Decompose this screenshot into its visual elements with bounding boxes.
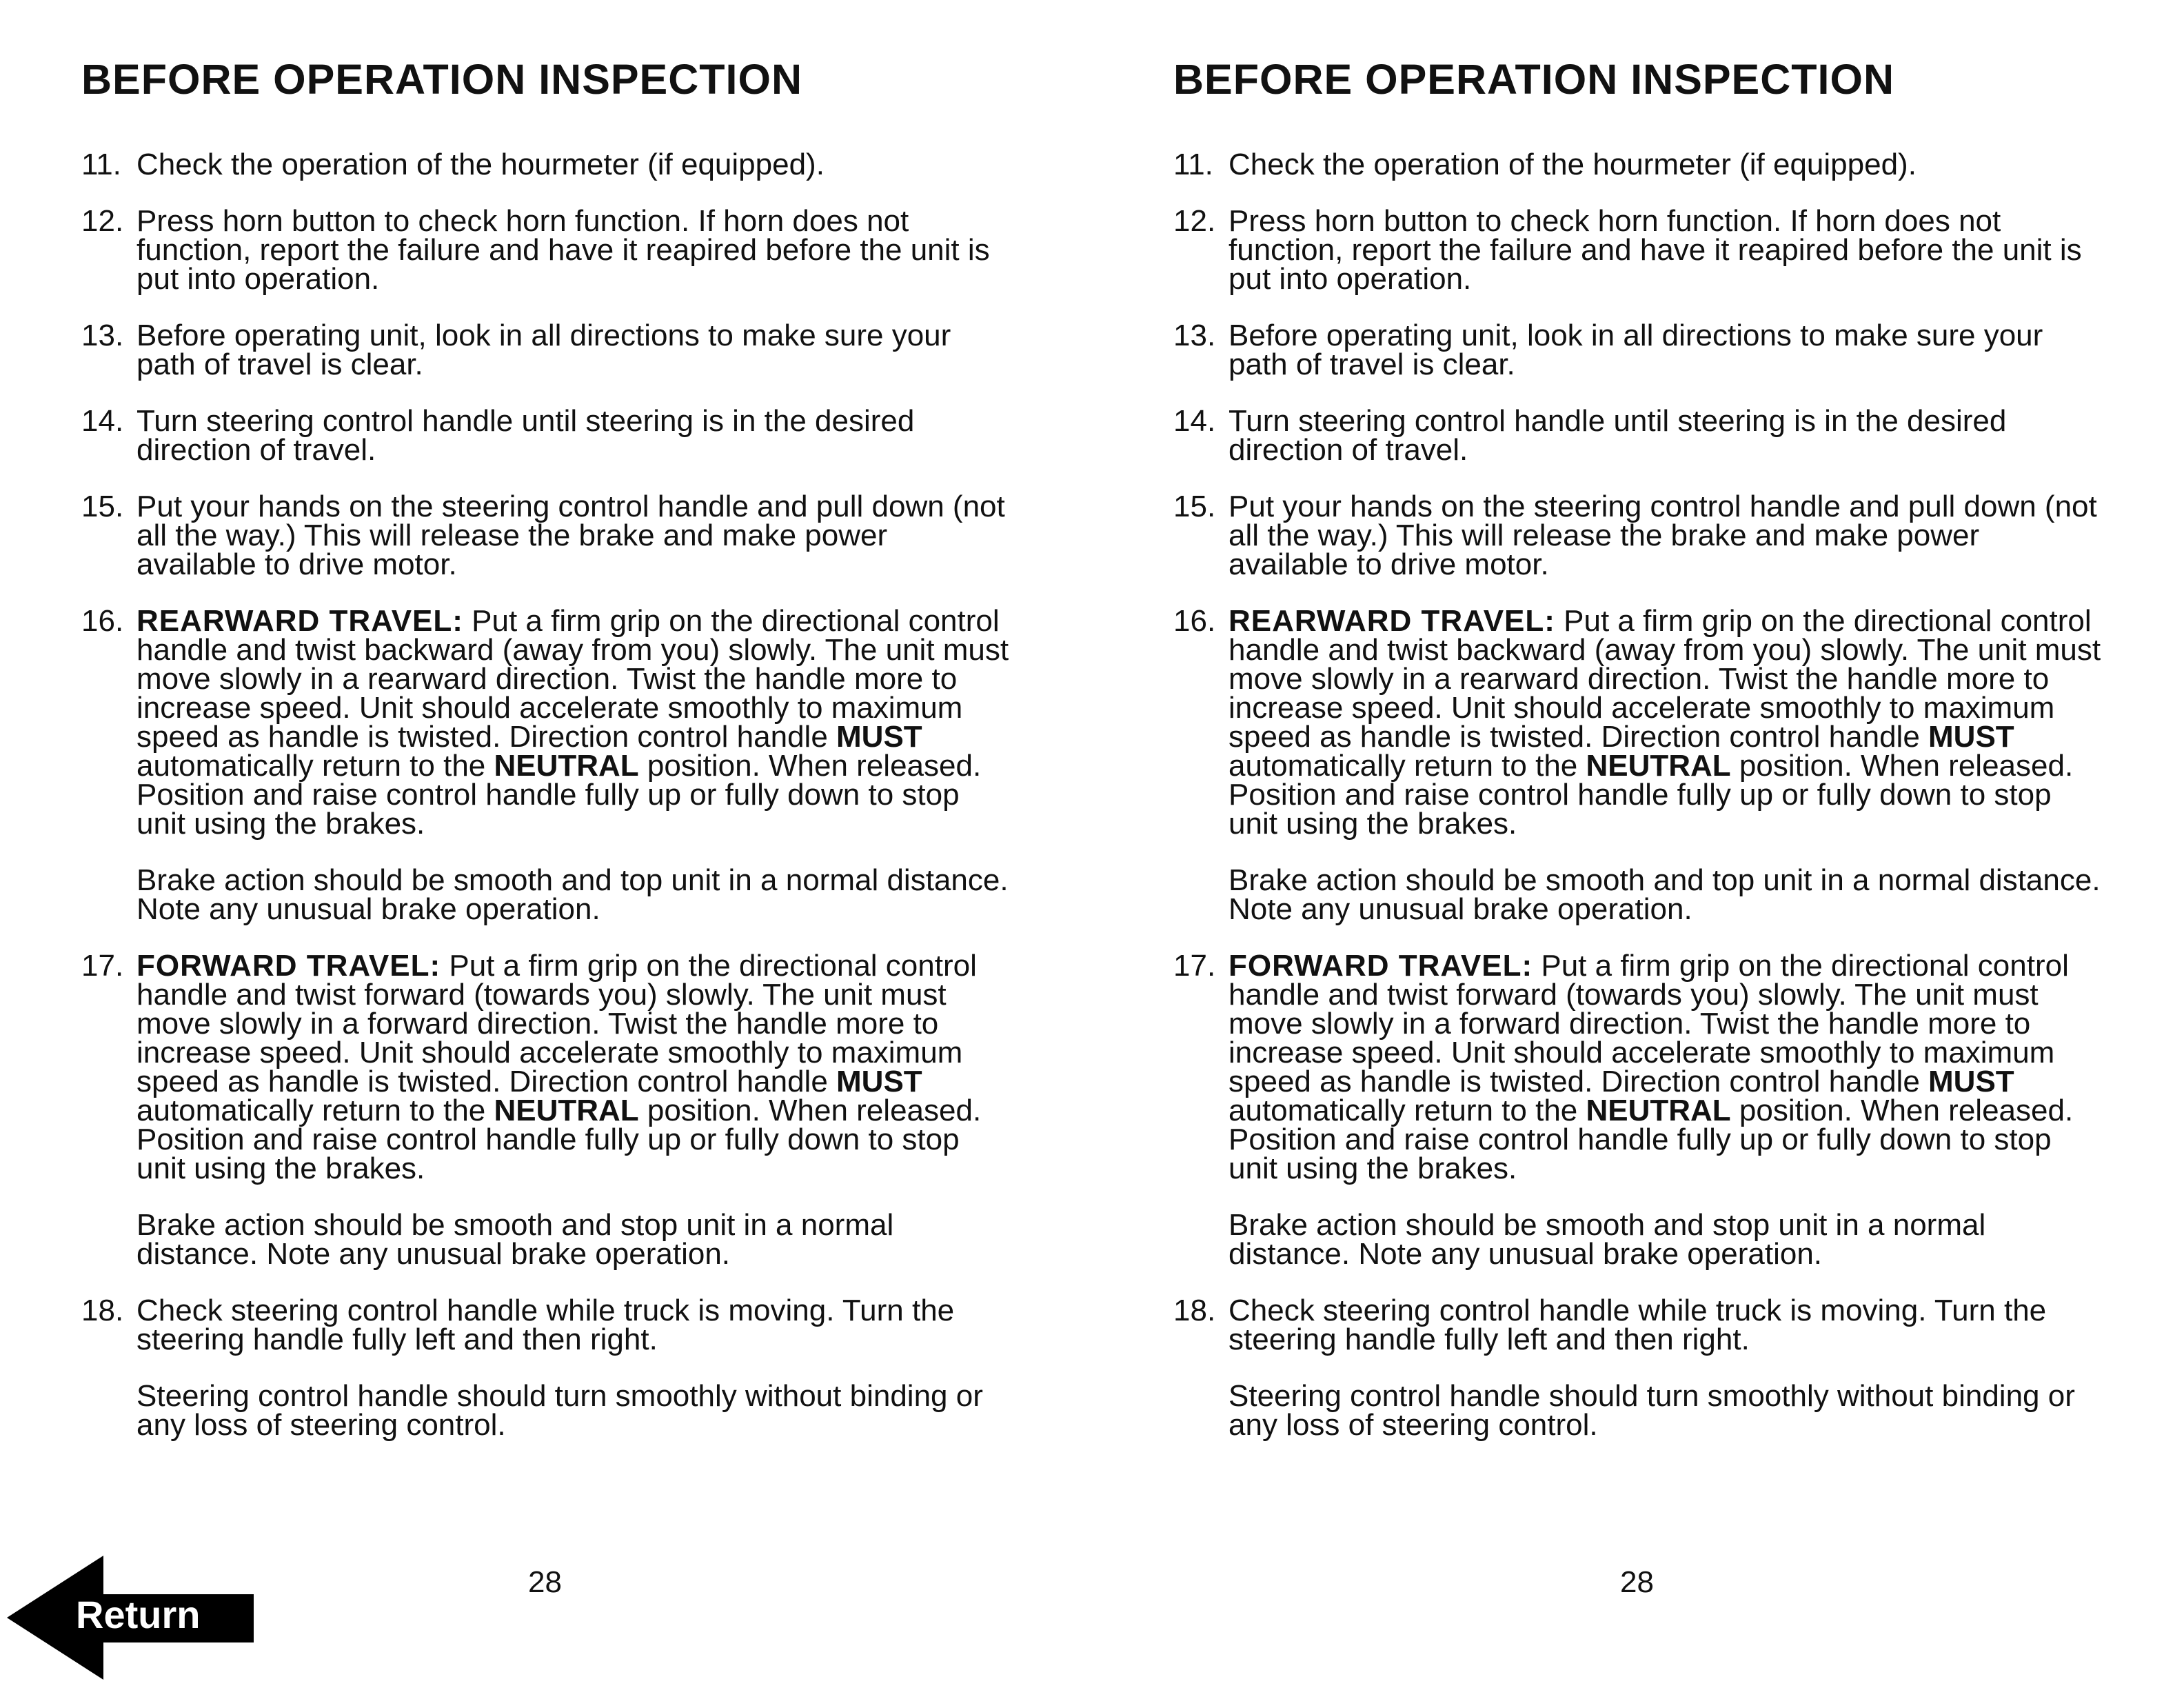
item-paragraph xyxy=(1228,404,2104,467)
item-paragraph xyxy=(1228,1379,2104,1442)
item-paragraph xyxy=(136,204,1012,296)
item-text: Put a firm grip on the directional control handle and twist forward (towards you) slowly. The unit must move slowly in a forward direction. Twist the handle more to increase speed. Unit should accelerate smoothly to maximum speed as handle is twisted. Direction control handle MUST automatically return to the NEUTRAL position. When released. Position and raise control handle fully up or fully down to stop unit using the brakes. xyxy=(1228,949,2074,1185)
item-text: Put your hands on the steering control handle and pull down (not all the way.) This will release the brake and make power available to drive motor. xyxy=(1228,490,2097,581)
item-paragraph xyxy=(1228,863,2104,926)
item-text: Before operating unit, look in all directions to make sure your path of travel is clear. xyxy=(1228,319,2043,381)
item-text: Check steering control handle while truck is moving. Turn the steering handle fully left and then right. xyxy=(136,1294,955,1356)
inspection-item xyxy=(1173,492,2104,579)
item-text: Check the operation of the hourmeter (if equipped). xyxy=(136,148,825,181)
item-number: 17. xyxy=(1173,949,1216,983)
item-text: Put a firm grip on the directional control handle and twist forward (towards you) slowly. The unit must move slowly in a forward direction. Twist the handle more to increase speed. Unit should accelerate smoothly to maximum speed as handle is twisted. Direction control handle MUST automatically return to the NEUTRAL position. When released. Position and raise control handle fully up or fully down to stop unit using the brakes. xyxy=(136,949,982,1185)
inspection-item xyxy=(1173,604,2104,926)
return-button[interactable] xyxy=(7,1556,255,1680)
inspection-item xyxy=(1173,150,2104,179)
inspection-item xyxy=(1173,1296,2104,1440)
item-text: Check the operation of the hourmeter (if equipped). xyxy=(1228,148,1917,181)
item-paragraph xyxy=(136,150,1012,179)
page-right xyxy=(1173,0,2152,1599)
item-paragraph xyxy=(1228,949,2104,1185)
item-number: 12. xyxy=(81,204,124,238)
item-text: Brake action should be smooth and stop unit in a normal distance. Note any unusual brake operation. xyxy=(136,1208,894,1271)
item-number: 12. xyxy=(1173,204,1216,238)
page-title: BEFORE OPERATION INSPECTION xyxy=(81,56,803,103)
inspection-item xyxy=(81,949,1012,1271)
item-text: Brake action should be smooth and top unit in a normal distance. Note any unusual brake operation. xyxy=(1228,863,2101,926)
inspection-item xyxy=(81,404,1012,467)
item-paragraph xyxy=(1228,604,2104,841)
emphasis-text: NEUTRAL xyxy=(494,749,639,783)
item-paragraph xyxy=(1228,1296,2104,1354)
inspection-item xyxy=(81,321,1012,379)
emphasis-text: MUST xyxy=(1928,1065,2014,1098)
item-number: 14. xyxy=(81,404,124,438)
inspection-list xyxy=(81,150,1012,1467)
item-paragraph xyxy=(1228,1208,2104,1271)
return-label: Return xyxy=(76,1593,201,1636)
item-text: Before operating unit, look in all directions to make sure your path of travel is clear. xyxy=(136,319,951,381)
item-text: Press horn button to check horn function. If horn does not function, report the failure and have it reapired before the unit is put into operation. xyxy=(136,204,990,296)
item-number: 11. xyxy=(1173,148,1213,181)
emphasis-text: MUST xyxy=(1928,720,2014,754)
inspection-item xyxy=(1173,404,2104,467)
page-left xyxy=(81,0,1060,1599)
item-number: 16. xyxy=(81,604,124,638)
item-paragraph xyxy=(1228,492,2104,579)
item-paragraph xyxy=(136,1379,1012,1442)
item-number: 16. xyxy=(1173,604,1216,638)
item-paragraph xyxy=(136,949,1012,1185)
inspection-item xyxy=(81,150,1012,179)
item-text: Brake action should be smooth and stop unit in a normal distance. Note any unusual brake operation. xyxy=(1228,1208,1986,1271)
item-text: Steering control handle should turn smoothly without binding or any loss of steering control. xyxy=(136,1379,983,1442)
page-number: 28 xyxy=(1620,1565,1654,1599)
item-number: 15. xyxy=(1173,490,1216,523)
item-paragraph xyxy=(1228,321,2104,379)
item-text: Brake action should be smooth and top unit in a normal distance. Note any unusual brake operation. xyxy=(136,863,1009,926)
item-paragraph xyxy=(136,404,1012,467)
item-paragraph xyxy=(1228,150,2104,179)
item-paragraph xyxy=(1228,204,2104,296)
item-lead: FORWARD TRAVEL: xyxy=(1228,949,1533,983)
page-number: 28 xyxy=(528,1565,562,1599)
item-paragraph xyxy=(136,604,1012,841)
item-paragraph xyxy=(136,1208,1012,1271)
emphasis-text: NEUTRAL xyxy=(1586,1094,1731,1127)
inspection-item xyxy=(81,204,1012,296)
item-paragraph xyxy=(136,1296,1012,1354)
inspection-item xyxy=(1173,204,2104,296)
item-text: Put a firm grip on the directional control handle and twist backward (away from you) slowly. The unit must move slowly in a rearward direction. Twist the handle more to increase speed. Unit should accelerate smoothly to maximum speed as handle is twisted. Direction control handle MUST automatically return to the NEUTRAL position. When released. Position and raise control handle fully up or fully down to stop unit using the brakes. xyxy=(136,604,1009,841)
item-number: 14. xyxy=(1173,404,1216,438)
item-text: Turn steering control handle until steering is in the desired direction of travel. xyxy=(1228,404,2007,467)
inspection-item xyxy=(1173,321,2104,379)
inspection-list xyxy=(1173,150,2104,1467)
emphasis-text: NEUTRAL xyxy=(494,1094,639,1127)
item-text: Turn steering control handle until steering is in the desired direction of travel. xyxy=(136,404,915,467)
item-paragraph xyxy=(136,492,1012,579)
page-title: BEFORE OPERATION INSPECTION xyxy=(1173,56,1895,103)
item-text: Put a firm grip on the directional control handle and twist backward (away from you) slowly. The unit must move slowly in a rearward direction. Twist the handle more to increase speed. Unit should accelerate smoothly to maximum speed as handle is twisted. Direction control handle MUST automatically return to the NEUTRAL position. When released. Position and raise control handle fully up or fully down to stop unit using the brakes. xyxy=(1228,604,2101,841)
item-number: 17. xyxy=(81,949,124,983)
item-lead: REARWARD TRAVEL: xyxy=(136,604,463,638)
item-number: 15. xyxy=(81,490,124,523)
item-text: Press horn button to check horn function. If horn does not function, report the failure and have it reapired before the unit is put into operation. xyxy=(1228,204,2082,296)
item-paragraph xyxy=(136,321,1012,379)
item-lead: REARWARD TRAVEL: xyxy=(1228,604,1555,638)
inspection-item xyxy=(81,1296,1012,1440)
inspection-item xyxy=(81,604,1012,926)
item-number: 11. xyxy=(81,148,121,181)
item-paragraph xyxy=(136,863,1012,926)
item-number: 18. xyxy=(1173,1294,1216,1327)
item-number: 13. xyxy=(81,319,124,352)
item-number: 13. xyxy=(1173,319,1216,352)
item-text: Check steering control handle while truck is moving. Turn the steering handle fully left and then right. xyxy=(1228,1294,2047,1356)
inspection-item xyxy=(1173,949,2104,1271)
item-text: Put your hands on the steering control handle and pull down (not all the way.) This will release the brake and make power available to drive motor. xyxy=(136,490,1005,581)
item-number: 18. xyxy=(81,1294,124,1327)
emphasis-text: MUST xyxy=(836,720,922,754)
item-text: Steering control handle should turn smoothly without binding or any loss of steering control. xyxy=(1228,1379,2075,1442)
item-lead: FORWARD TRAVEL: xyxy=(136,949,441,983)
emphasis-text: MUST xyxy=(836,1065,922,1098)
emphasis-text: NEUTRAL xyxy=(1586,749,1731,783)
inspection-item xyxy=(81,492,1012,579)
